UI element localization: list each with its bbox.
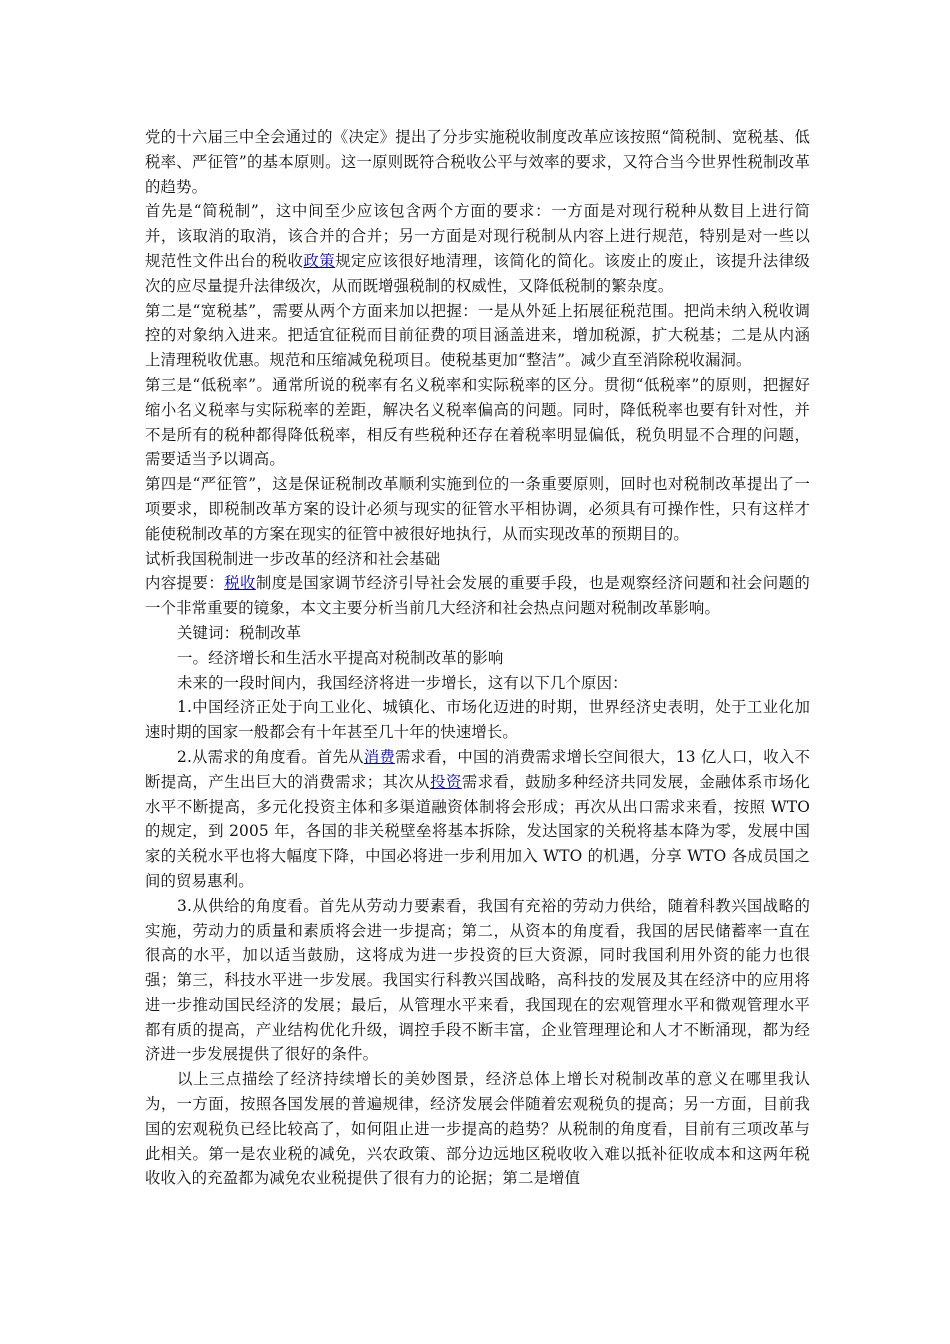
paragraph-strict-admin: 第四是“严征管”，这是保证税制改革顺利实施到位的一条重要原则，回时也对税制改革提出了一项要求，即税制改革方案的设计必须与现实的征管水平相协调，必须具有可操作性，只有这样才能使税制改革的方案在现实的征管中被很好地执行，从而实现改革的预期目的。 (145, 475, 810, 543)
link-investment[interactable]: 投资 (430, 772, 462, 791)
paragraph-abstract (145, 571, 810, 621)
paragraph-simplify-tax (145, 199, 810, 298)
text-run: 2.从需求的角度看。首先从 (177, 747, 364, 766)
text-run: 规定应该很好地清理，该简化的简化。该废止的废止，该提升法律级次的应尽量提升法律级次，从而既增强税制的权威性，又降低税制的繁杂度。 (145, 251, 810, 295)
paragraph-principles: 党的十六届三中全会通过的《决定》提出了分步实施税收制度改革应该按照“简税制、宽税基、低税率、严征管”的基本原则。这一原则既符合税收公平与效率的要求，又符合当今世界性税制改革的趋势。 (145, 128, 810, 196)
link-taxation[interactable]: 税收 (224, 574, 256, 593)
text-run: 内容提要： (145, 574, 225, 593)
paragraph-summary: 以上三点描绘了经济持续增长的美妙图景，经济总体上增长对税制改革的意义在哪里我认为，一方面，按照各国发展的普遍规律，经济发展会伴随着宏观税负的提高；另一方面，目前我国的宏观税负已经比较高了，如何阻止进一步提高的趋势？从税制的角度看，目前有三项改革与此相关。第一是农业税的减免，兴农政策、部分边远地区税收收入难以抵补征收成本和这两年税收收入的充盈都为减免农业税提供了很有力的论据；第二是增值 (145, 1070, 810, 1188)
paragraph-low-rate: 第三是“低税率”。通常所说的税率有名义税率和实际税率的区分。贯彻“低税率”的原则，把握好缩小名义税率与实际税率的差距，解决名义税率偏高的问题。同时，降低税率也要有针对性，并不是所有的税种都得降低税率，相反有些税种还存在着税率明显偏低，税负明显不合理的问题，需要适当予以调高。 (145, 375, 810, 469)
section-heading-1: 一。经济增长和生活水平提高对税制改革的影响 (177, 648, 504, 667)
text-run: 需求看，鼓励多种经济共同发展，金融体系市场化水平不断提高，多元化投资主体和多渠道融资体制将会形成；再次从出口需求来看，按照 WTO 的规定，到 2005 年，各国的非关税壁垒将基本拆除，发达国家的关税将基本降为零，发展中国家的关税水平也将大幅度下降，中国必将进一步利用加入 WTO 的机遇，分享 WTO 各成员国之间的贸易惠利。 (145, 772, 810, 890)
list-item-1: 1.中国经济正处于向工业化、城镇化、市场化迈进的时期，世界经济史表明，处于工业化加速时期的国家一般都会有十年甚至几十年的快速增长。 (145, 698, 810, 742)
text-run: 制度是国家调节经济引导社会发展的重要手段，也是观察经济问题和社会问题的一个非常重要的镜象，本文主要分析当前几大经济和社会热点问题对税制改革影响。 (145, 574, 810, 618)
list-item-3: 3.从供给的角度看。首先从劳动力要素看，我国有充裕的劳动力供给，随着科教兴国战略的实施，劳动力的质量和素质将会进一步提高；第二，从资本的角度看，我国的居民储蓄率一直在很高的水平，加以适当鼓励，这将成为进一步投资的巨大资源，同时我国利用外资的能力也很强；第三，科技水平进一步发展。我国实行科教兴国战略，高科技的发展及其在经济中的应用将进一步推动国民经济的发展；最后，从管理水平来看，我国现在的宏观管理水平和微观管理水平都有质的提高，产业结构优化升级，调控手段不断丰富，企业管理理论和人才不断涌现，都为经济进一步发展提供了很好的条件。 (145, 896, 810, 1064)
paragraph-intro: 未来的一段时间内，我国经济将进一步增长，这有以下几个原因： (177, 673, 628, 692)
text-run: 首先是“简税制”，这中间至少应该包含两个方面的要求：一方面是对现行税种从数目上进行简并，该取消的取消，该合并的合并；另一方面是对现行税制从内容上进行规范，特别是对一些以规范性文件出台的税收 (145, 202, 810, 270)
link-policy[interactable]: 政策 (303, 251, 336, 270)
paragraph-broaden-base: 第二是“宽税基”，需要从两个方面来加以把握：一是从外延上拓展征税范围。把尚未纳入税收调控的对象纳入进来。把适宜征税而目前征费的项目涵盖进来，增加税源，扩大税基；二是从内涵上清理税收优惠。规范和压缩减免税项目。使税基更加“整洁”。减少直至消除税收漏洞。 (145, 301, 810, 370)
list-item-2 (145, 745, 810, 894)
article-heading: 试析我国税制进一步改革的经济和社会基础 (145, 549, 441, 568)
paragraph-keywords: 关键词：税制改革 (177, 623, 302, 642)
document-page (145, 125, 810, 1191)
link-consumption[interactable]: 消费 (363, 747, 395, 766)
text-run: 需求看，中国的消费需求增长空间很大，13 亿人口，收入不断提高，产生出巨大的消费需求；其次从 (145, 747, 810, 791)
